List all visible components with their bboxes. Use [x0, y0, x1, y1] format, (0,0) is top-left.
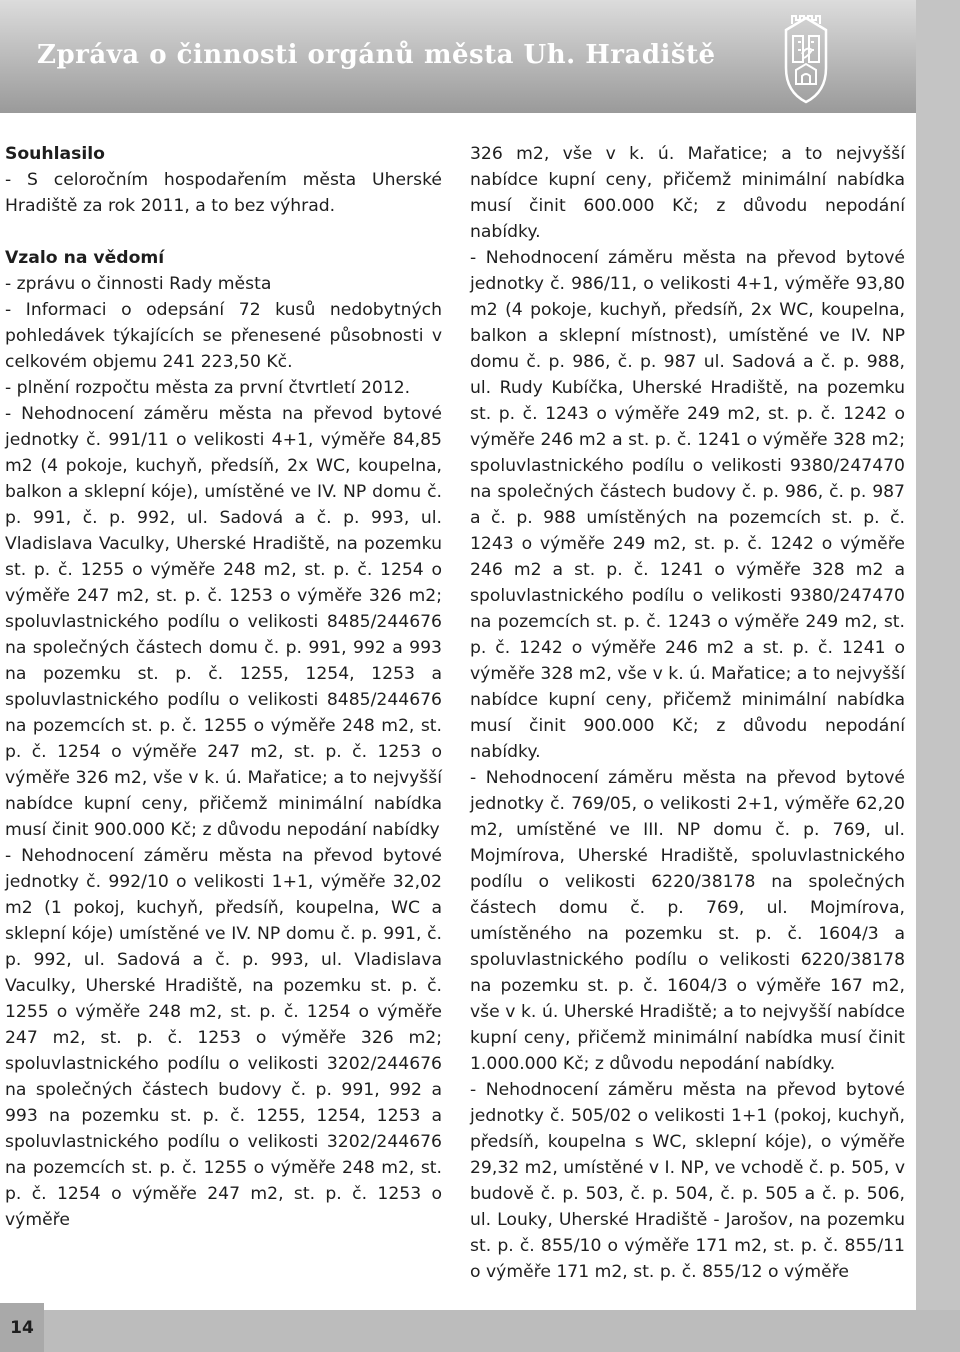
section-heading-vzalo: Vzalo na vědomí — [5, 248, 165, 268]
paragraph: - Nehodnocení záměru města na převod bytové jednotky č. 769/05, o velikosti 2+1, výměře 62,20 m2, umístěné ve III. NP domu č. p. 769, ul. Mojmírova, Uherské Hradiště, spoluvlastnického podílu o velikosti 6220/38178 na společných částech domu č. p. 769, ul. Mojmírova, umístěného na pozemku st. p. č. 1604/3 a spoluvlastnického podílu o velikosti 6220/38178 na pozemku st. p. č. 1604/3 o výměře 167 m2, vše v k. ú. Uherské Hradiště; a to nejvyšší nabídce kupní ceny, přičemž minimální nabídka musí činit 1.000.000 Kč; z důvodu nepodání nabídky. — [470, 768, 905, 1074]
page-number-box — [0, 1303, 44, 1352]
coat-of-arms-icon — [778, 10, 834, 108]
paragraph: - Informaci o odepsání 72 kusů nedobytných pohledávek týkajících se přenesené působnosti v celkovém objemu 241 223,50 Kč. — [5, 300, 442, 372]
paragraph: - zprávu o činnosti Rady města — [5, 274, 272, 294]
paragraph: 326 m2, vše v k. ú. Mařatice; a to nejvyšší nabídce kupní ceny, přičemž minimální nabídka musí činit 600.000 Kč; z důvodu nepodání nabídky. — [470, 144, 905, 242]
paragraph: - S celoročním hospodařením města Uherské Hradiště za rok 2011, a to bez výhrad. — [5, 170, 442, 216]
page-title: Zpráva o činnosti orgánů města Uh. Hradiště — [37, 40, 716, 70]
right-column — [470, 141, 905, 1285]
page-number: 14 — [10, 1317, 34, 1338]
footer-bar — [44, 1310, 960, 1352]
right-margin-bar — [916, 0, 960, 1352]
left-column — [5, 141, 442, 1233]
section-heading-souhlasilo: Souhlasilo — [5, 144, 105, 164]
paragraph: - plnění rozpočtu města za první čtvrtletí 2012. — [5, 378, 411, 398]
paragraph: - Nehodnocení záměru města na převod bytové jednotky č. 991/11 o velikosti 4+1, výměře 84,85 m2 (4 pokoje, kuchyň, předsíň, 2x WC, koupelna, balkon a sklepní kóje), umístěné ve IV. NP domu č. p. 991, č. p. 992, ul. Sadová a č. p. 993, ul. Vladislava Vaculky, Uherské Hradiště, na pozemku st. p. č. 1255 o výměře 248 m2, st. p. č. 1254 o výměře 247 m2, st. p. č. 1253 o výměře 326 m2; spoluvlastnického podílu o velikosti 8485/244676 na společných částech domu č. p. 991, 992 a 993 na pozemku st. p. č. 1255, 1254, 1253 a spoluvlastnického podílu o velikosti 8485/244676 na pozemcích st. p. č. 1255 o výměře 248 m2, st. p. č. 1254 o výměře 247 m2, st. p. č. 1253 o výměře 326 m2, vše v k. ú. Mařatice; a to nejvyšší nabídce kupní ceny, přičemž minimální nabídka musí činit 900.000 Kč; z důvodu nepodání nabídky — [5, 404, 442, 840]
paragraph: - Nehodnocení záměru města na převod bytové jednotky č. 505/02 o velikosti 1+1 (pokoj, kuchyň, předsíň, koupelna s WC, sklepní kóje), o výměře 29,32 m2, umístěné v I. NP, ve vchodě č. p. 505, v budově č. p. 503, č. p. 504, č. p. 505 a č. p. 506, ul. Louky, Uherské Hradiště - Jarošov, na pozemku st. p. č. 855/10 o výměře 171 m2, st. p. č. 855/11 o výměře 171 m2, st. p. č. 855/12 o výměře — [470, 1080, 905, 1282]
paragraph: - Nehodnocení záměru města na převod bytové jednotky č. 992/10 o velikosti 1+1, výměře 32,02 m2 (1 pokoj, kuchyň, předsíň, koupelna, WC a sklepní kóje) umístěné ve IV. NP domu č. p. 991, č. p. 992, ul. Sadová a č. p. 993, ul. Vladislava Vaculky, Uherské Hradiště, na pozemku st. p. č. 1255 o výměře 248 m2, st. p. č. 1254 o výměře 247 m2, st. p. č. 1253 o výměře 326 m2; spoluvlastnického podílu o velikosti 3202/244676 na společných částech budovy č. p. 991, 992 a 993 na pozemku st. p. č. 1255, 1254, 1253 a spoluvlastnického podílu o velikosti 3202/244676 na pozemcích st. p. č. 1255 o výměře 248 m2, st. p. č. 1254 o výměře 247 m2, st. p. č. 1253 o výměře — [5, 846, 442, 1230]
page-header — [0, 0, 960, 113]
paragraph: - Nehodnocení záměru města na převod bytové jednotky č. 986/11, o velikosti 4+1, výměře 93,80 m2 (4 pokoje, kuchyň, předsíň, 2x WC, koupelna, balkon a sklepní místnost), umístěné ve IV. NP domu č. p. 986, č. p. 987 ul. Sadová a č. p. 988, ul. Rudy Kubíčka, Uherské Hradiště, na pozemku st. p. č. 1243 o výměře 249 m2, st. p. č. 1242 o výměře 246 m2 a st. p. č. 1241 o výměře 328 m2; spoluvlastnického podílu o velikosti 9380/247470 na společných částech budovy č. p. 986, č. p. 987 a č. p. 988 umístěných na pozemcích st. p. č. 1243 o výměře 249 m2, st. p. č. 1242 o výměře 246 m2 a st. p. č. 1241 o výměře 328 m2 a spoluvlastnického podílu o velikosti 9380/247470 na pozemcích st. p. č. 1243 o výměře 249 m2, st. p. č. 1242 o výměře 246 m2 a st. p. č. 1241 o výměře 328 m2, vše v k. ú. Mařatice; a to nejvyšší nabídce kupní ceny, přičemž minimální nabídka musí činit 900.000 Kč; z důvodu nepodání nabídky. — [470, 248, 905, 762]
